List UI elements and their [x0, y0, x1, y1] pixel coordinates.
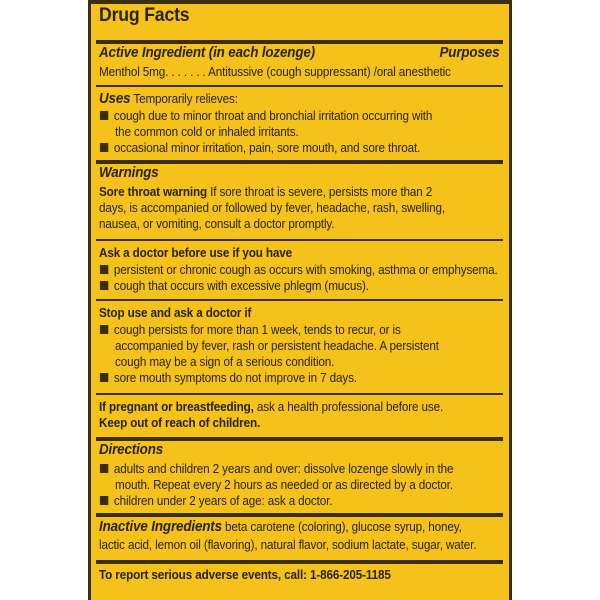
text-span: adults and children 2 years and over: dissolve lozenge slowly in the	[113, 462, 454, 476]
ask-doctor-item	[99, 279, 369, 295]
text-span: persistent or chronic cough as occurs with smoking, asthma or emphysema.	[113, 263, 498, 277]
directions-heading: Directions	[99, 442, 164, 458]
bullet-icon	[100, 281, 108, 290]
text-span: cough due to minor throat and bronchial irritation occurring with	[113, 109, 433, 123]
uses-item	[99, 141, 420, 157]
ask-doctor-item	[99, 263, 498, 279]
bullet-icon	[100, 496, 108, 505]
divider	[96, 299, 503, 301]
uses-item	[99, 109, 432, 125]
text-span: sore mouth symptoms do not improve in 7 days.	[113, 371, 357, 385]
report-line: To report serious adverse events, call: 1-866-205-1185	[99, 568, 391, 582]
sore-throat-label: Sore throat warning	[99, 185, 207, 199]
text-span: beta carotene (coloring), glucose syrup, honey,	[225, 520, 462, 534]
text-span: ask a health professional before use.	[256, 400, 444, 414]
pregnancy-label: If pregnant or breastfeeding,	[99, 400, 254, 414]
directions-item	[99, 494, 332, 510]
inactive-heading: Inactive Ingredients	[99, 519, 222, 535]
bullet-icon	[100, 111, 108, 120]
drug-facts-panel	[88, 0, 512, 600]
divider	[96, 437, 503, 441]
warnings-heading: Warnings	[99, 165, 159, 181]
directions-item	[99, 462, 453, 478]
bullet-icon	[100, 464, 108, 473]
active-ingredient-line: Menthol 5mg. . . . . . . Antitussive (cough suppressant) /oral anesthetic	[99, 65, 451, 79]
bullet-icon	[100, 325, 108, 334]
divider	[96, 85, 503, 87]
directions-item-cont: mouth. Repeat every 2 hours as needed or as directed by a doctor.	[115, 478, 453, 492]
bullet-icon	[100, 143, 108, 152]
text-span: occasional minor irritation, pain, sore mouth, and sore throat.	[113, 141, 421, 155]
sore-throat-text: nausea, or vomiting, consult a doctor promptly.	[99, 217, 335, 231]
text-span: children under 2 years of age: ask a doctor.	[113, 494, 333, 508]
uses-heading-line	[99, 92, 238, 108]
divider	[96, 393, 503, 395]
stop-use-heading: Stop use and ask a doctor if	[99, 306, 252, 320]
stop-use-item-cont: accompanied by fever, rash or persistent headache. A persistent	[115, 339, 439, 353]
stop-use-item	[99, 323, 401, 339]
inactive-text: lactic acid, lemon oil (flavoring), natural flavor, sodium lactate, sugar, water.	[99, 538, 477, 552]
top-border	[91, 0, 509, 4]
active-ingredient-heading: Active Ingredient (in each lozenge)	[99, 45, 315, 61]
inactive-line	[99, 520, 462, 536]
divider	[96, 560, 503, 564]
sore-throat-text: days, is accompanied or followed by fever, headache, rash, swelling,	[99, 201, 445, 215]
uses-item-cont: the common cold or inhaled irritants.	[115, 125, 299, 139]
uses-intro: Temporarily relieves:	[133, 92, 238, 106]
divider	[96, 239, 503, 241]
pregnancy-line	[99, 400, 443, 416]
bullet-icon	[100, 265, 108, 274]
bullet-icon	[100, 373, 108, 382]
divider	[96, 513, 503, 517]
text-span: cough that occurs with excessive phlegm (mucus).	[113, 279, 369, 293]
ask-doctor-heading: Ask a doctor before use if you have	[99, 246, 292, 260]
uses-heading: Uses	[99, 91, 131, 107]
purposes-heading: Purposes	[439, 45, 499, 61]
divider	[96, 40, 503, 44]
keep-out-of-reach: Keep out of reach of children.	[99, 416, 261, 430]
stop-use-item-cont: cough may be a sign of a serious condition.	[115, 355, 335, 369]
text-span: cough persists for more than 1 week, tends to recur, or is	[113, 323, 401, 337]
drug-facts-title: Drug Facts	[99, 5, 190, 26]
sore-throat-warning	[99, 185, 432, 201]
text-span: If sore throat is severe, persists more than 2	[210, 185, 433, 199]
divider	[96, 160, 503, 164]
stop-use-item	[99, 371, 357, 387]
